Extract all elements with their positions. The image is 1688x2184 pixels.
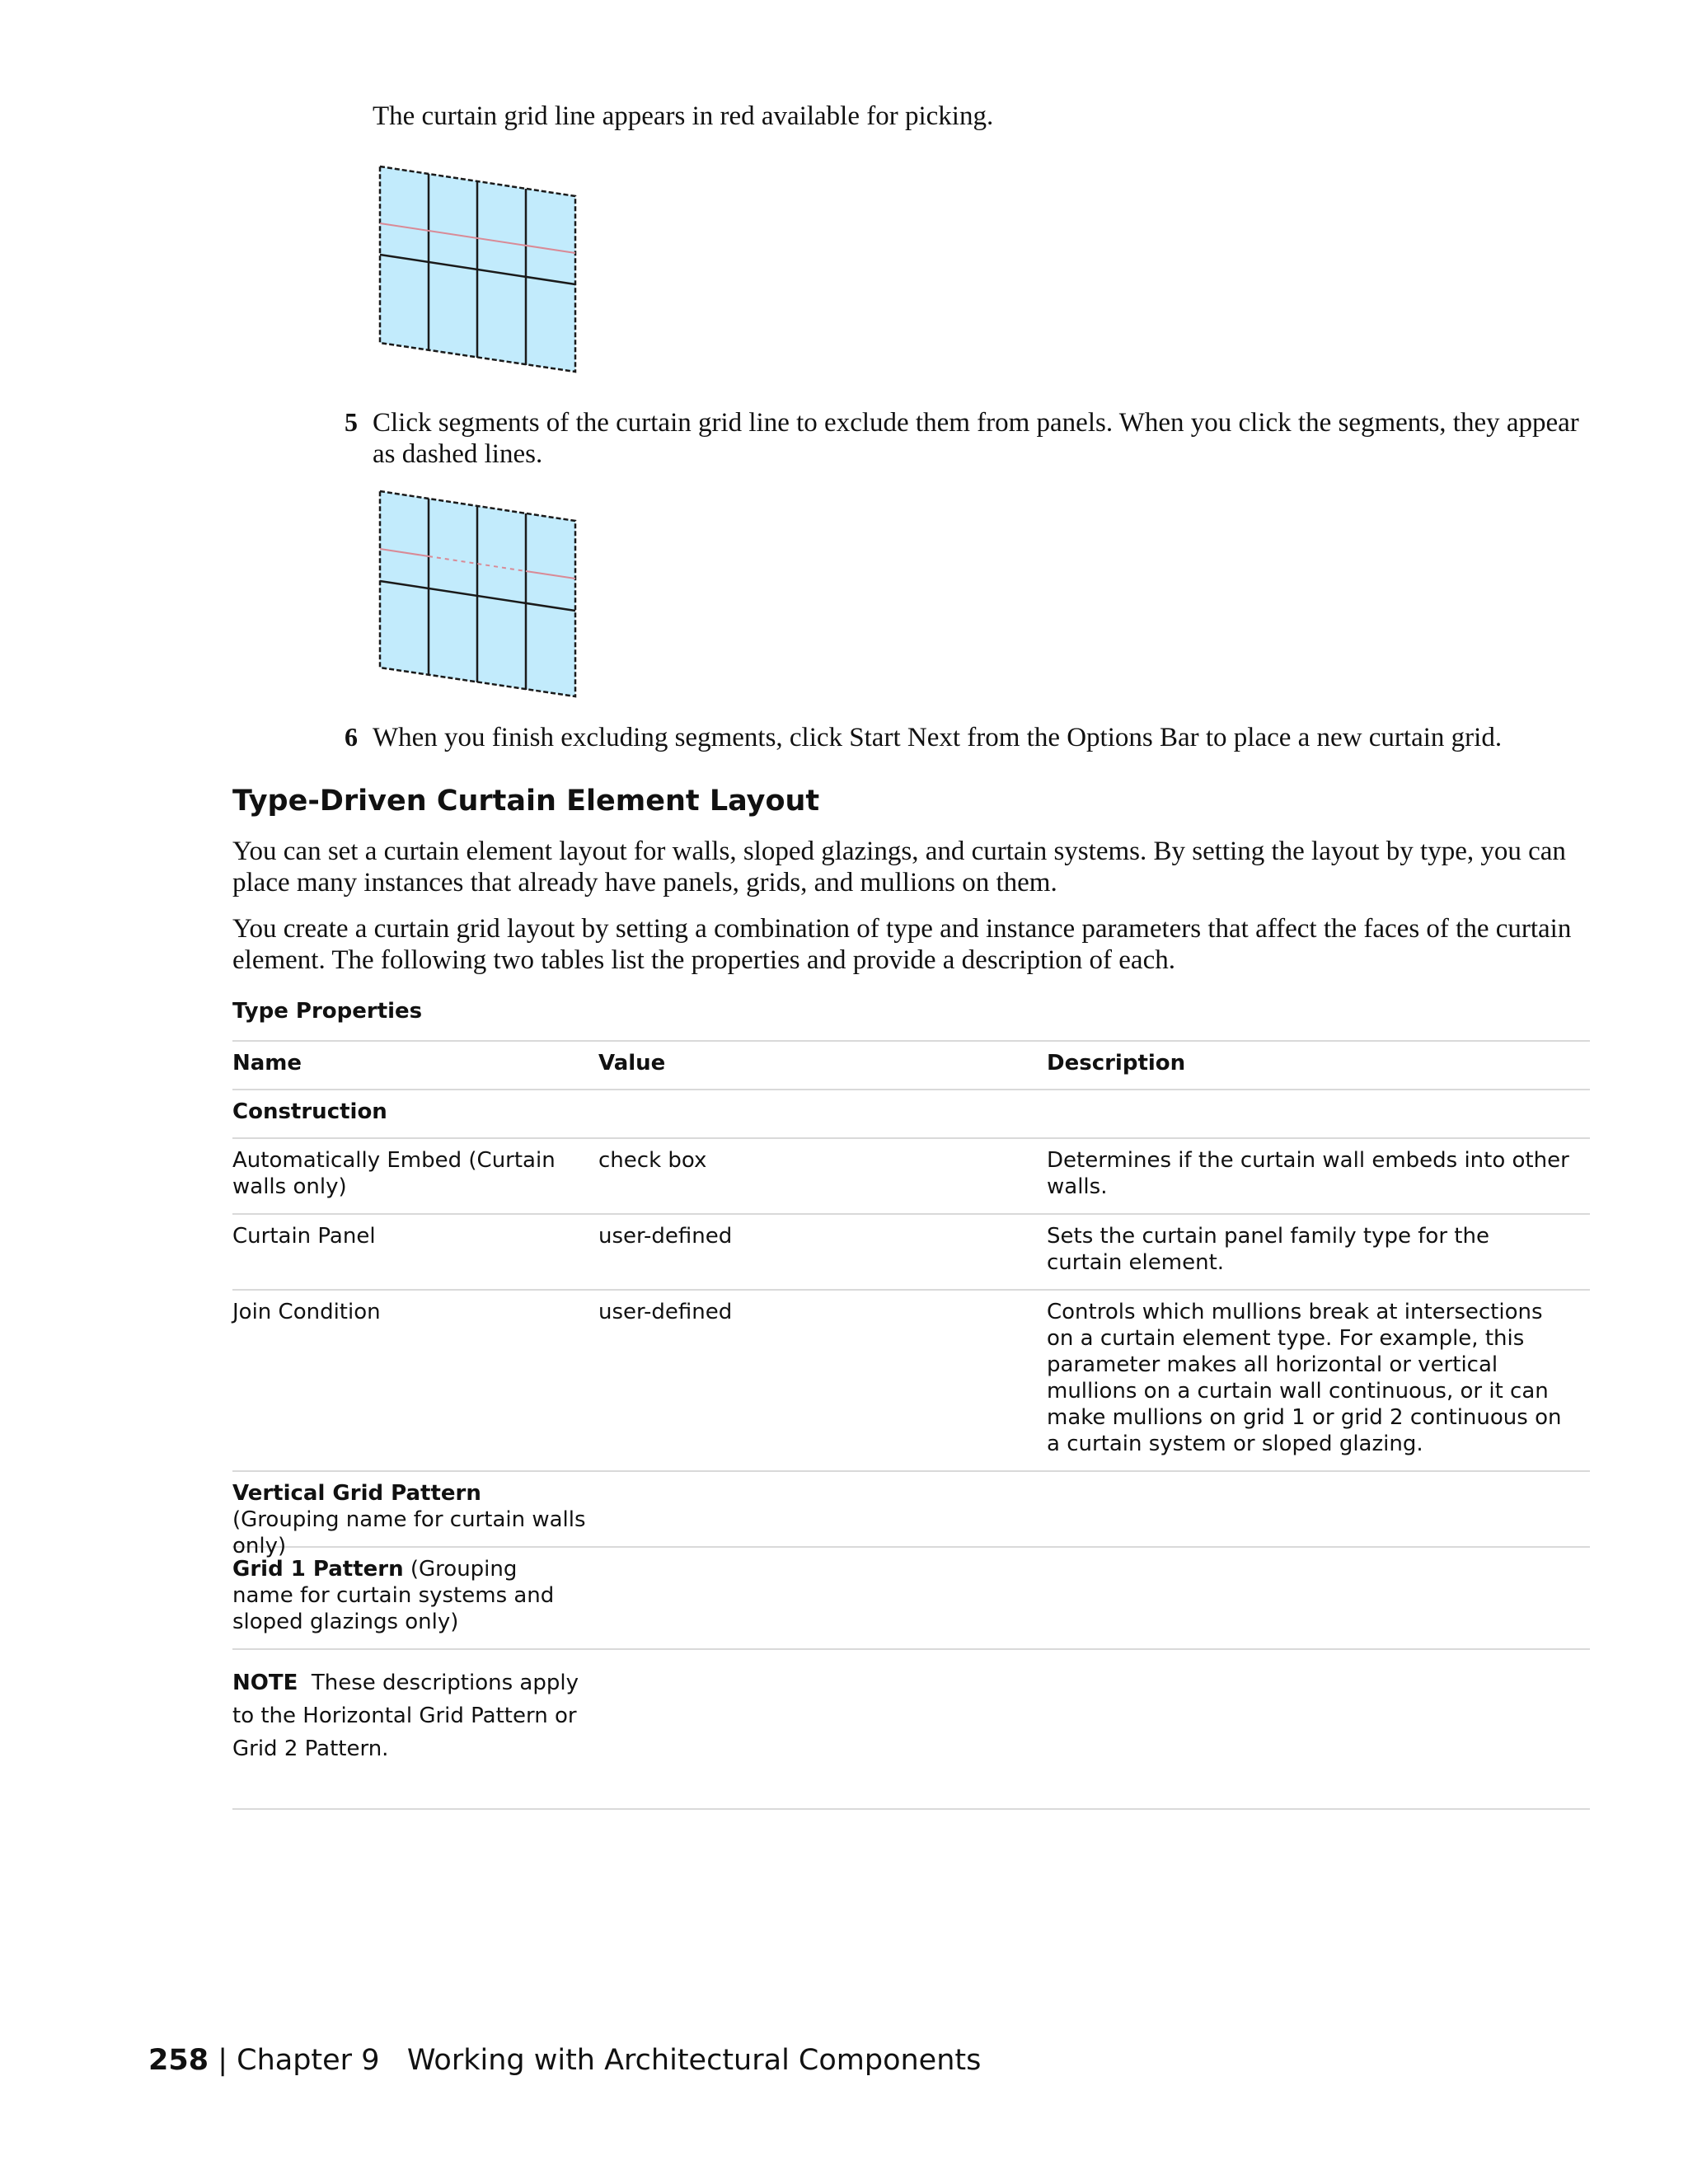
chapter-title: Working with Architectural Components bbox=[406, 2044, 982, 2077]
table-cell-description: Determines if the curtain wall embeds into other walls. bbox=[1047, 1148, 1569, 1199]
table-rule bbox=[232, 1648, 1590, 1650]
group-heading-bold: Vertical Grid Pattern bbox=[232, 1481, 481, 1506]
step-number: 5 bbox=[345, 407, 358, 437]
table-cell-description: Controls which mullions break at intersections on a curtain element type. For example, this parameter makes all horizontal or vertical mullions on a curtain wall continuous, or it can make mullions on grid 1 or grid 2 continuous on a curtain system or sloped glazing. bbox=[1047, 1300, 1562, 1456]
group-heading-grid-1-pattern bbox=[232, 1556, 579, 1635]
table-rule bbox=[232, 1137, 1590, 1139]
group-heading-bold: Grid 1 Pattern bbox=[232, 1557, 404, 1582]
column-header-name: Name bbox=[232, 1051, 302, 1076]
group-heading-construction: Construction bbox=[232, 1099, 387, 1124]
table-rule bbox=[232, 1470, 1590, 1472]
table-rule bbox=[232, 1808, 1590, 1810]
page-footer bbox=[148, 2044, 981, 2077]
table-caption: Type Properties bbox=[232, 999, 423, 1024]
column-header-description: Description bbox=[1047, 1051, 1186, 1076]
group-heading-vertical-grid-pattern bbox=[232, 1480, 587, 1559]
paragraph: You can set a curtain element layout for walls, sloped glazings, and curtain systems. By setting the layout by type, you can place many instances that already have panels, grids, and mullions on them. bbox=[232, 837, 1566, 898]
group-heading-note: (Grouping name for curtain walls only) bbox=[232, 1507, 586, 1558]
page-number: 258 bbox=[148, 2044, 209, 2077]
table-cell-name: Curtain Panel bbox=[232, 1224, 376, 1249]
table-rule bbox=[232, 1213, 1590, 1215]
curtain-grid-figure-dashed bbox=[375, 488, 581, 702]
chapter-label: Chapter 9 bbox=[237, 2044, 380, 2077]
step-text: When you finish excluding segments, click Start Next from the Options Bar to place a new curtain grid. bbox=[373, 723, 1503, 752]
intro-text: The curtain grid line appears in red available for picking. bbox=[373, 101, 994, 131]
group-heading-note: (Grouping name for curtain systems and sloped glazings only) bbox=[232, 1557, 555, 1634]
note-label: NOTE bbox=[232, 1671, 298, 1695]
table-cell-value: user-defined bbox=[598, 1224, 733, 1249]
curtain-grid-figure-highlighted bbox=[375, 163, 581, 377]
table-rule bbox=[232, 1040, 1590, 1042]
note-text: These descriptions apply to the Horizontal Grid Pattern or Grid 2 Pattern. bbox=[232, 1671, 579, 1761]
table-rule bbox=[232, 1089, 1590, 1090]
table-cell-name: Automatically Embed (Curtain walls only) bbox=[232, 1148, 556, 1199]
table-cell-name: Join Condition bbox=[232, 1300, 381, 1324]
column-header-value: Value bbox=[598, 1051, 666, 1076]
table-rule bbox=[232, 1289, 1590, 1291]
table-cell-description: Sets the curtain panel family type for the curtain element. bbox=[1047, 1224, 1489, 1275]
paragraph: You create a curtain grid layout by setting a combination of type and instance parameters that affect the faces of the curtain element. The following two tables list the properties and provide a description of each. bbox=[232, 914, 1572, 975]
table-cell-value: user-defined bbox=[598, 1300, 733, 1324]
footer-separator: | bbox=[218, 2044, 227, 2077]
step-number: 6 bbox=[345, 722, 358, 752]
section-heading: Type-Driven Curtain Element Layout bbox=[232, 785, 820, 818]
note-block bbox=[232, 1666, 587, 1765]
table-cell-value: check box bbox=[598, 1148, 707, 1173]
step-text: Click segments of the curtain grid line to exclude them from panels. When you click the segments, they appear as dashed lines. bbox=[373, 408, 1579, 469]
